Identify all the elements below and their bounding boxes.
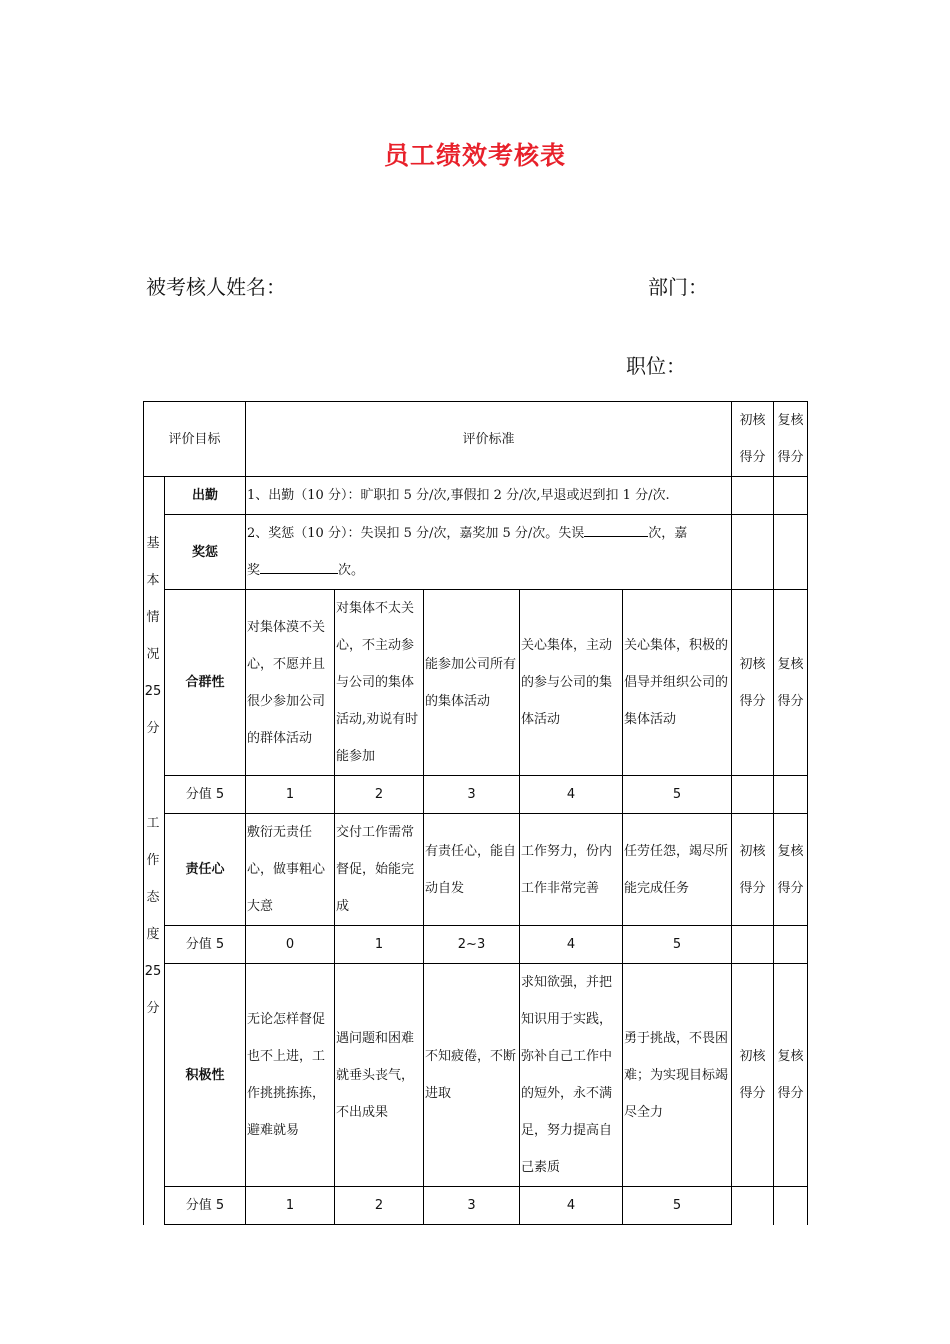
attendance-label: 出勤 xyxy=(165,477,246,515)
responsibility-review-cell[interactable]: 复核 得分 xyxy=(774,814,808,926)
teamwork-initial-cell[interactable]: 初核 得分 xyxy=(732,590,774,776)
reward-text: 2、奖惩（10 分）：失误扣 5 分/次，嘉奖加 5 分/次。失误 次，嘉 奖 次。 xyxy=(246,515,732,590)
header-target: 评价目标 xyxy=(144,402,246,477)
responsibility-score-3: 2~3 xyxy=(424,926,520,964)
initiative-score-review[interactable] xyxy=(774,1187,808,1225)
teamwork-score-initial[interactable] xyxy=(732,776,774,814)
basic-char-5: 25 xyxy=(144,684,162,699)
responsibility-label: 责任心 xyxy=(165,814,246,926)
initiative-review-cell[interactable]: 复核 得分 xyxy=(774,964,808,1187)
teamwork-label: 合群性 xyxy=(165,590,246,776)
initiative-score-row xyxy=(144,1187,808,1225)
responsibility-score-4: 4 xyxy=(520,926,623,964)
teamwork-score-label: 分值 5 xyxy=(165,776,246,814)
teamwork-score-1: 1 xyxy=(246,776,335,814)
initiative-score-3: 3 xyxy=(424,1187,520,1225)
page-title: 员工绩效考核表 xyxy=(383,141,566,170)
initiative-score-5: 5 xyxy=(623,1187,732,1225)
teamwork-score-3: 3 xyxy=(424,776,520,814)
initiative-level-5: 勇于挑战，不畏困难；为实现目标竭尽全力 xyxy=(623,964,732,1187)
attitude-char-5: 25 xyxy=(144,964,162,979)
teamwork-score-row xyxy=(144,776,808,814)
teamwork-score-2: 2 xyxy=(335,776,424,814)
initiative-score-4: 4 xyxy=(520,1187,623,1225)
responsibility-score-initial[interactable] xyxy=(732,926,774,964)
teamwork-level-2: 对集体不太关心，不主动参与公司的集体活动,劝说有时能参加 xyxy=(335,590,424,776)
responsibility-level-4: 工作努力，份内工作非常完善 xyxy=(520,814,623,926)
responsibility-score-label: 分值 5 xyxy=(165,926,246,964)
evaluation-table xyxy=(143,401,808,1225)
initiative-level-2: 遇问题和困难就垂头丧气，不出成果 xyxy=(335,964,424,1187)
responsibility-score-review[interactable] xyxy=(774,926,808,964)
attitude-char-3: 态 xyxy=(146,890,160,905)
initiative-score-1: 1 xyxy=(246,1187,335,1225)
header-initial-score: 初核 得分 xyxy=(732,402,774,477)
attendance-initial-cell[interactable] xyxy=(732,477,774,515)
basic-char-3: 情 xyxy=(146,610,160,625)
responsibility-level-1: 敷衍无责任心，做事粗心大意 xyxy=(246,814,335,926)
teamwork-level-3: 能参加公司所有的集体活动 xyxy=(424,590,520,776)
attitude-char-4: 度 xyxy=(146,927,160,942)
responsibility-level-2: 交付工作需常督促，始能完成 xyxy=(335,814,424,926)
teamwork-score-review[interactable] xyxy=(774,776,808,814)
basic-char-4: 况 xyxy=(146,647,160,662)
initiative-score-label: 分值 5 xyxy=(165,1187,246,1225)
attendance-row xyxy=(144,477,808,515)
attitude-section-vertical-label xyxy=(143,805,163,1027)
teamwork-level-5: 关心集体，积极的倡导并组织公司的集体活动 xyxy=(623,590,732,776)
teamwork-level-4: 关心集体，主动的参与公司的集体活动 xyxy=(520,590,623,776)
employee-name-label: 被考核人姓名： xyxy=(146,275,286,299)
teamwork-score-4: 4 xyxy=(520,776,623,814)
teamwork-score-5: 5 xyxy=(623,776,732,814)
responsibility-score-5: 5 xyxy=(623,926,732,964)
teamwork-row xyxy=(144,590,808,776)
header-row xyxy=(144,402,808,477)
initiative-level-3: 不知疲倦，不断进取 xyxy=(424,964,520,1187)
reward-label: 奖惩 xyxy=(165,515,246,590)
reward-review-cell[interactable] xyxy=(774,515,808,590)
department-label: 部门： xyxy=(648,275,708,299)
initiative-level-4: 求知欲强，并把知识用于实践，弥补自己工作中的短外，永不满足，努力提高自己素质 xyxy=(520,964,623,1187)
initiative-score-2: 2 xyxy=(335,1187,424,1225)
basic-char-6: 分 xyxy=(146,721,160,736)
responsibility-score-row xyxy=(144,926,808,964)
responsibility-initial-cell[interactable]: 初核 得分 xyxy=(732,814,774,926)
attitude-char-6: 分 xyxy=(146,1001,160,1016)
initiative-label: 积极性 xyxy=(165,964,246,1187)
header-standard: 评价标准 xyxy=(246,402,732,477)
initiative-initial-cell[interactable]: 初核 得分 xyxy=(732,964,774,1187)
attendance-review-cell[interactable] xyxy=(774,477,808,515)
attitude-char-2: 作 xyxy=(146,853,160,868)
header-review-score: 复核 得分 xyxy=(774,402,808,477)
initiative-level-1: 无论怎样督促也不上进，工作挑挑拣拣，避难就易 xyxy=(246,964,335,1187)
teamwork-review-cell[interactable]: 复核 得分 xyxy=(774,590,808,776)
attendance-text: 1、出勤（10 分）：旷职扣 5 分/次,事假扣 2 分/次,早退或迟到扣 1 分/次. xyxy=(246,477,732,515)
basic-char-1: 基 xyxy=(146,536,160,551)
responsibility-score-1: 0 xyxy=(246,926,335,964)
responsibility-level-5: 任劳任怨，竭尽所能完成任务 xyxy=(623,814,732,926)
attitude-char-1: 工 xyxy=(146,816,160,831)
basic-char-2: 本 xyxy=(146,573,160,588)
responsibility-score-2: 1 xyxy=(335,926,424,964)
teamwork-level-1: 对集体漠不关心，不愿并且很少参加公司的群体活动 xyxy=(246,590,335,776)
initiative-score-initial[interactable] xyxy=(732,1187,774,1225)
position-label: 职位： xyxy=(626,354,686,378)
reward-row xyxy=(144,515,808,590)
responsibility-row xyxy=(144,814,808,926)
basic-section-vertical-label xyxy=(143,525,163,747)
initiative-row xyxy=(144,964,808,1187)
responsibility-level-3: 有责任心，能自动自发 xyxy=(424,814,520,926)
reward-initial-cell[interactable] xyxy=(732,515,774,590)
